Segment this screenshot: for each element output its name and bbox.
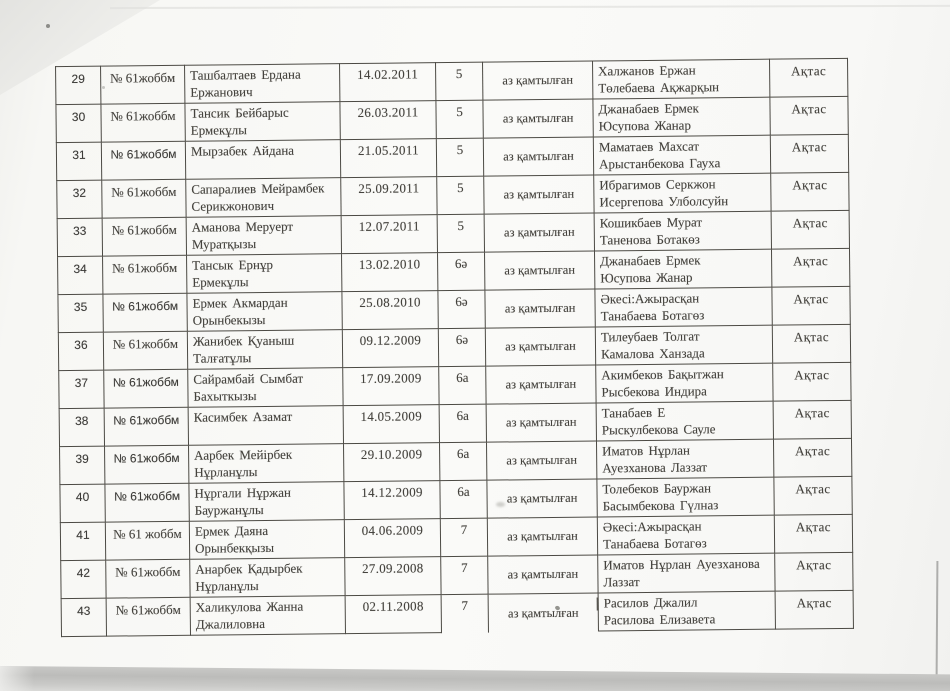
location-cell: Ақтас (772, 324, 850, 363)
location-cell: Ақтас (769, 58, 847, 97)
grade-cell: 6ә (438, 290, 485, 328)
status-cell: аз қамтылған (487, 517, 597, 556)
scan-right-edge-line (936, 561, 939, 680)
row-number-cell: 41 (60, 522, 105, 560)
parents-cell: Тилеубаев Толгат Камалова Ханзада (595, 325, 772, 365)
grade-cell: 5 (436, 138, 483, 176)
parents-cell: Кошикбаев Мурат Таненова Ботакөз (594, 211, 771, 251)
location-cell: Ақтас (775, 590, 853, 629)
grade-cell: 5 (437, 176, 484, 214)
students-table-container (55, 58, 853, 637)
status-cell: аз қамтылған (483, 61, 593, 100)
grade-cell: 6а (439, 404, 486, 442)
parents-cell: Джанабаев Ермек Юсупова Жанар (593, 97, 770, 137)
parents-cell: Маматаев Махсат Арыстанбекова Гауха (593, 135, 770, 175)
status-cell: аз қамтылған (486, 365, 596, 404)
student-name-cell: Мырзабек Айдана (185, 140, 340, 180)
status-cell: аз қамтылған (483, 137, 593, 176)
school-cell: № 61жоббм (101, 103, 185, 142)
parents-cell: Иматов Нұрлан Ауезханова Лаззат (596, 439, 773, 479)
student-name-cell: Жанибек Қуаныш Талғатұлы (187, 330, 342, 370)
grade-cell: 6ә (438, 328, 485, 366)
birth-date-cell: 14.12.2009 (344, 481, 440, 520)
location-cell: Ақтас (772, 286, 850, 325)
row-number-cell: 35 (58, 294, 103, 332)
parents-cell: Танабаев Е Рыскулбекова Сауле (596, 401, 773, 441)
row-number-cell: 42 (61, 560, 106, 598)
birth-date-cell: 27.09.2008 (345, 557, 441, 596)
location-cell: Ақтас (773, 438, 851, 477)
school-cell: № 61жоббм (101, 65, 185, 104)
grade-cell: 7 (441, 556, 488, 594)
school-cell: № 61жоббм (103, 255, 187, 294)
status-cell: аз қамтылған (484, 175, 594, 214)
grade-cell: 7 (441, 594, 488, 632)
row-number-cell: 29 (56, 66, 101, 104)
row-number-cell: 37 (59, 370, 104, 408)
student-name-cell: Аарбек Мейірбек Нұрланұлы (189, 444, 344, 484)
birth-date-cell: 14.05.2009 (343, 405, 439, 444)
birth-date-cell: 12.07.2011 (341, 215, 437, 254)
student-name-cell: Ермек Даяна Орынбекқызы (189, 520, 344, 560)
scan-bottom-shadow (0, 666, 950, 691)
grade-cell: 5 (436, 62, 483, 100)
school-cell: № 61жоббм (105, 483, 189, 522)
parents-cell: Акимбеков Бақытжан Рысбекова Индира (596, 363, 773, 403)
school-cell: № 61жоббм (104, 407, 188, 446)
parents-cell: Расилов Джалил Расилова Елизавета (598, 591, 775, 631)
status-cell: аз қамтылған (486, 403, 596, 442)
status-cell: аз қамтылған (484, 213, 594, 252)
grade-cell: 6а (439, 366, 486, 404)
parents-cell: Джанабаев Ермек Юсупова Жанар (594, 249, 771, 289)
parents-cell: Ибрагимов Серкжон Исергепова Улболсуйн (594, 173, 771, 213)
location-cell: Ақтас (771, 172, 849, 211)
row-number-cell: 36 (58, 332, 103, 370)
scan-border-overhang (597, 597, 599, 610)
row-number-cell: 33 (57, 218, 102, 256)
location-cell: Ақтас (774, 476, 852, 515)
student-name-cell: Халикулова Жанна Джалиловна (190, 596, 345, 636)
birth-date-cell: 09.12.2009 (342, 329, 438, 368)
location-cell: Ақтас (770, 96, 848, 135)
row-number-cell: 30 (56, 104, 101, 142)
school-cell: № 61жоббм (104, 369, 188, 408)
status-cell: аз қамтылған (485, 251, 595, 290)
grade-cell: 6а (439, 442, 486, 480)
scan-speck (46, 24, 50, 28)
location-cell: Ақтас (773, 362, 851, 401)
status-cell: аз қамтылған (488, 593, 598, 632)
status-cell: аз қамтылған (485, 289, 595, 328)
table-row (61, 590, 853, 636)
status-cell: аз қамтылған (483, 99, 593, 138)
birth-date-cell: 17.09.2009 (343, 367, 439, 406)
school-cell: № 61жоббм (103, 331, 187, 370)
location-cell: Ақтас (771, 210, 849, 249)
birth-date-cell: 29.10.2009 (344, 443, 440, 482)
location-cell: Ақтас (771, 248, 849, 287)
birth-date-cell: 14.02.2011 (340, 63, 436, 102)
row-number-cell: 34 (58, 256, 103, 294)
row-number-cell: 38 (59, 408, 104, 446)
birth-date-cell: 13.02.2010 (342, 253, 438, 292)
location-cell: Ақтас (773, 400, 851, 439)
birth-date-cell: 02.11.2008 (345, 595, 441, 634)
row-number-cell: 32 (57, 180, 102, 218)
location-cell: Ақтас (774, 514, 852, 553)
school-cell: № 61жоббм (101, 141, 185, 180)
student-name-cell: Ташбалтаев Ердана Ержанович (185, 64, 340, 104)
grade-cell: 5 (436, 100, 483, 138)
school-cell: № 61 жоббм (105, 521, 189, 560)
parents-cell: Әкесі:Ажырасқан Танабаева Ботагөз (597, 515, 774, 555)
status-cell: аз қамтылған (486, 441, 596, 480)
student-name-cell: Ермек Акмардан Орынбекызы (187, 292, 342, 332)
location-cell: Ақтас (775, 552, 853, 591)
school-cell: № 61жоббм (106, 559, 190, 598)
birth-date-cell: 04.06.2009 (344, 519, 440, 558)
birth-date-cell: 25.08.2010 (342, 291, 438, 330)
row-number-cell: 31 (56, 142, 101, 180)
school-cell: № 61жоббм (102, 179, 186, 218)
parents-cell: Иматов Нұрлан Ауезханова Лаззат (598, 553, 775, 593)
row-number-cell: 39 (60, 446, 105, 484)
scan-top-edge-line (110, 5, 950, 9)
row-number-cell: 40 (60, 484, 105, 522)
location-cell: Ақтас (770, 134, 848, 173)
student-name-cell: Нұргали Нұржан Бауржанұлы (189, 482, 344, 522)
birth-date-cell: 21.05.2011 (340, 139, 436, 178)
students-table (55, 58, 854, 637)
status-cell: аз қамтылған (487, 479, 597, 518)
student-name-cell: Тансик Бейбарыс Ермекұлы (185, 102, 340, 142)
grade-cell: 7 (440, 518, 487, 556)
parents-cell: Әкесі:Ажырасқан Танабаева Ботагөз (595, 287, 772, 327)
school-cell: № 61жоббм (102, 217, 186, 256)
student-name-cell: Сайрамбай Сымбат Бахыткызы (188, 368, 343, 408)
school-cell: № 61жоббм (105, 445, 189, 484)
student-name-cell: Тансык Ернұр Ермекұлы (187, 254, 342, 294)
school-cell: № 61жоббм (106, 597, 190, 636)
grade-cell: 6ә (438, 252, 485, 290)
row-number-cell: 43 (61, 598, 106, 636)
student-name-cell: Касимбек Азамат (188, 406, 343, 446)
grade-cell: 6а (440, 480, 487, 518)
parents-cell: Халжанов Ержан Төлебаева Ақжарқын (593, 59, 770, 99)
status-cell: аз қамтылған (488, 555, 598, 594)
student-name-cell: Анарбек Қадырбек Нұрланұлы (190, 558, 345, 598)
parents-cell: Толебеков Бауржан Басымбекова Гүлназ (597, 477, 774, 517)
grade-cell: 5 (437, 214, 484, 252)
birth-date-cell: 26.03.2011 (340, 101, 436, 140)
student-name-cell: Сапаралиев Мейрамбек Серикжонович (186, 178, 341, 218)
status-cell: аз қамтылған (485, 327, 595, 366)
student-name-cell: Аманова Меруерт Муратқызы (186, 216, 341, 256)
birth-date-cell: 25.09.2011 (341, 177, 437, 216)
school-cell: № 61жоббм (103, 293, 187, 332)
